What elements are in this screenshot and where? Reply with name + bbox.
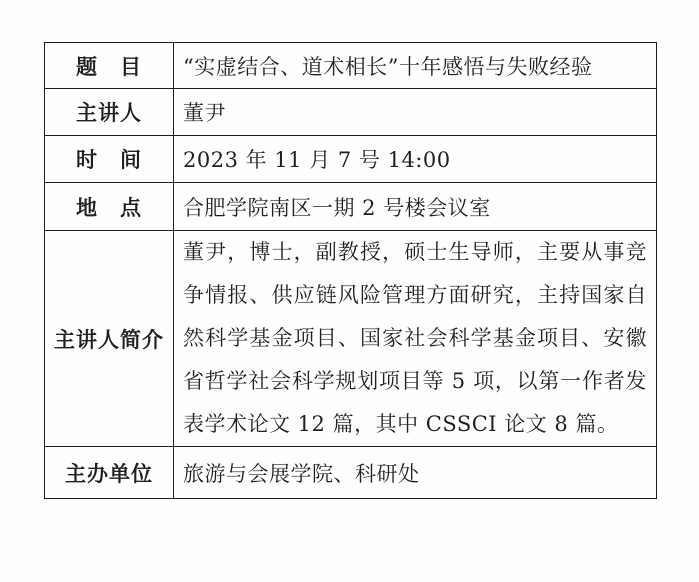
table-row-speaker bbox=[45, 89, 657, 136]
place-row-value: 合肥学院南区一期 2 号楼会议室 bbox=[174, 183, 657, 231]
title-row-value: “实虚结合、道术相长”十年感悟与失败经验 bbox=[174, 43, 657, 89]
organizer-row-value: 旅游与会展学院、科研处 bbox=[174, 447, 657, 499]
place-row-label: 地 点 bbox=[45, 183, 174, 231]
table-row-speaker-bio bbox=[45, 231, 657, 447]
table-row-time bbox=[45, 136, 657, 183]
time-row-value: 2023 年 11 月 7 号 14:00 bbox=[174, 136, 657, 183]
speaker-row-value: 董尹 bbox=[174, 89, 657, 136]
organizer-row-label: 主办单位 bbox=[45, 447, 174, 499]
speaker-row-label: 主讲人 bbox=[45, 89, 174, 136]
speaker-bio-row-label: 主讲人简介 bbox=[45, 231, 174, 447]
table-row-place bbox=[45, 183, 657, 231]
table-row-organizer bbox=[45, 447, 657, 499]
title-row-label: 题 目 bbox=[45, 43, 174, 89]
table-row-title bbox=[45, 43, 657, 89]
seminar-info-table bbox=[44, 42, 657, 499]
speaker-bio-row-value: 董尹，博士，副教授，硕士生导师，主要从事竞争情报、供应链风险管理方面研究，主持国家自然科学基金项目、国家社会科学基金项目、安徽省哲学社会科学规划项目等 5 项，以第一作者发表学术论文 12 篇，其中 CSSCI 论文 8 篇。 bbox=[174, 231, 657, 447]
time-row-label: 时 间 bbox=[45, 136, 174, 183]
